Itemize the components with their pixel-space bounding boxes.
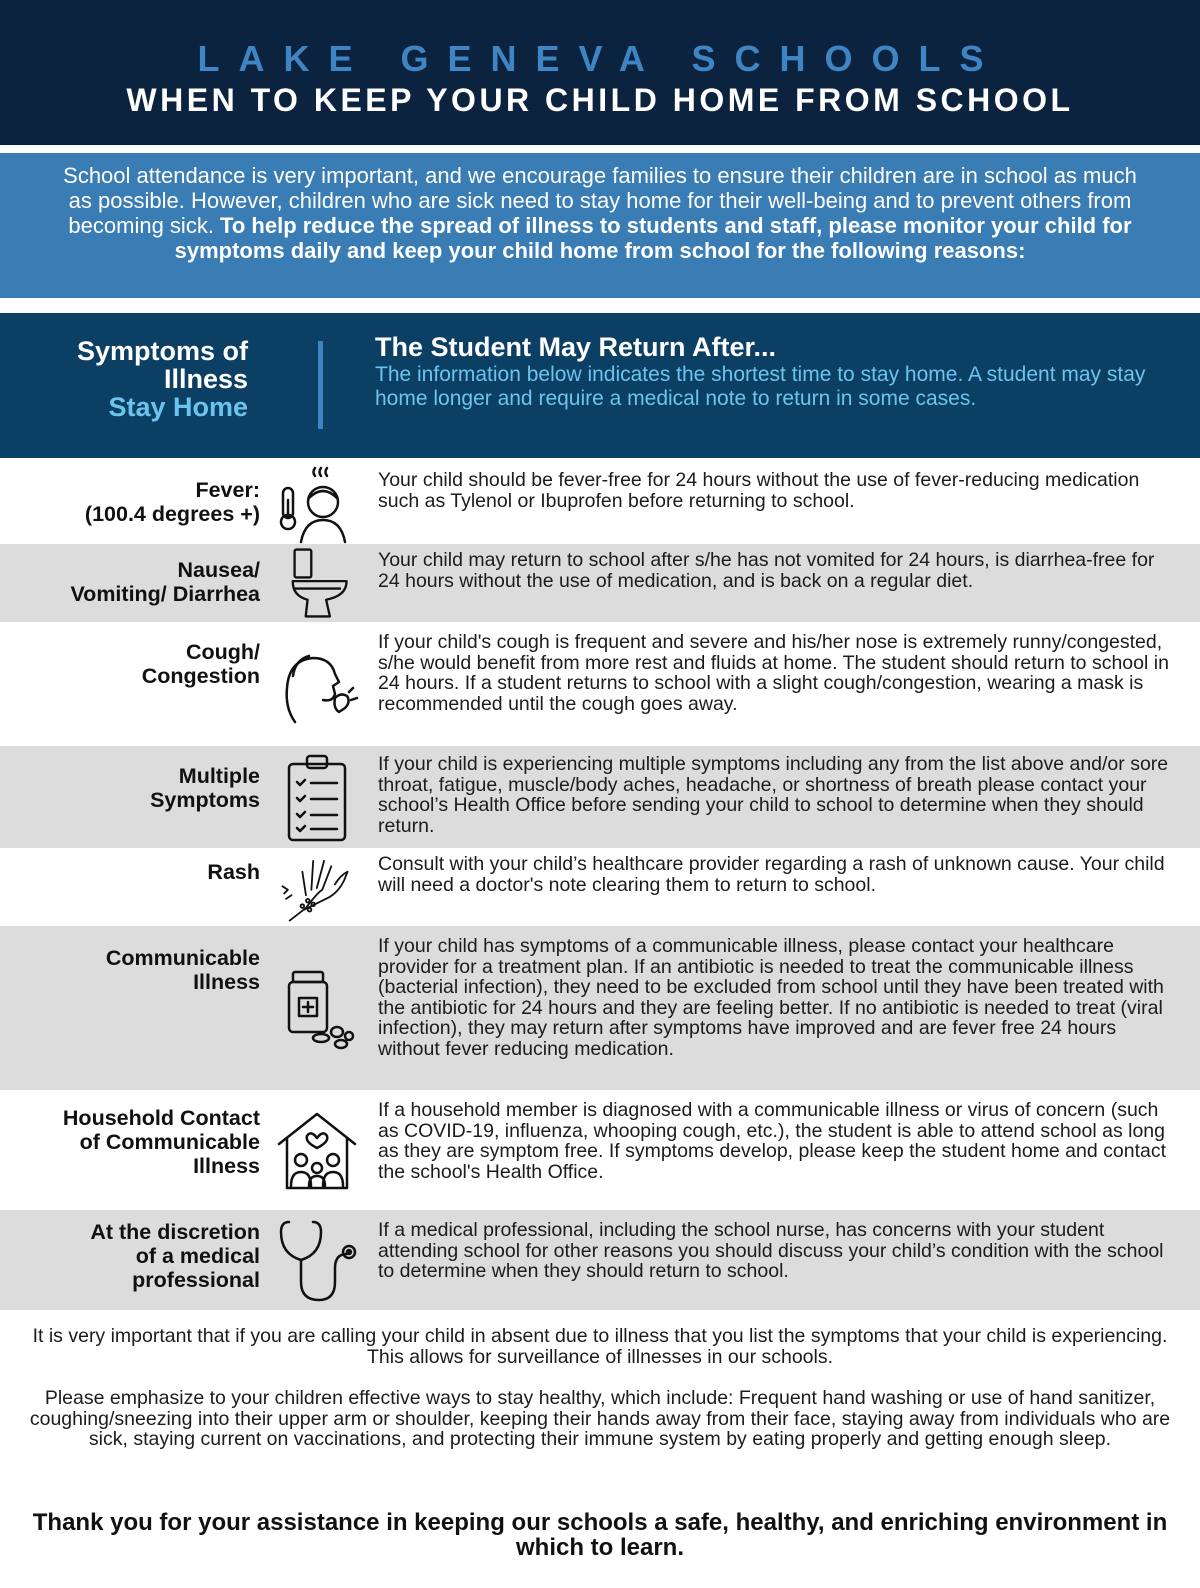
row-label-line: At the discretion	[90, 1220, 260, 1244]
table-row-fever	[0, 458, 1200, 544]
row-label-line: Illness	[193, 970, 260, 994]
thank-you-message: Thank you for your assistance in keeping our schools a safe, healthy, and enriching environment in which to learn.	[32, 1509, 1168, 1561]
row-label	[10, 946, 260, 994]
row-description: If a household member is diagnosed with a communicable illness or virus of concern (such as COVID-19, influenza, whooping cough, etc.), the student is able to attend school as long as they are symptom free. If symptoms develop, please keep the student home and contact the school's Health Office.	[378, 1099, 1167, 1183]
header-divider	[318, 341, 323, 429]
rash-hand-icon	[275, 850, 355, 926]
row-label-line: of Communicable	[79, 1130, 260, 1154]
row-label	[10, 478, 260, 526]
row-label-line: (100.4 degrees +)	[84, 502, 260, 526]
row-description: If your child's cough is frequent and severe and his/her nose is extremely runny/congested, s/he would benefit from more rest and fluids at home. The student should return to school in 24 hours. If a student returns to school with a slight cough/congestion, wearing a mask is recommended until the cough goes away.	[378, 631, 1169, 715]
symptoms-column-header	[20, 337, 248, 421]
table-row-nausea	[0, 544, 1200, 622]
row-label-line: Illness	[193, 1154, 260, 1178]
row-label-line: Rash	[207, 860, 260, 884]
row-description: If a medical professional, including the school nurse, has concerns with your student attending school for other reasons you should discuss your child’s condition with the school to determine when they should return to school.	[378, 1219, 1164, 1282]
return-heading: The Student May Return After...	[375, 332, 777, 362]
return-column-header	[375, 331, 1175, 411]
footer-paragraph-symptoms: It is very important that if you are calling your child in absent due to illness that you list the symptoms that your child is experiencing. This allows for surveillance of illnesses in our schools.	[32, 1325, 1168, 1368]
row-label	[10, 640, 260, 688]
row-label	[10, 1106, 260, 1178]
cough-icon	[275, 642, 359, 726]
row-label-line: Congestion	[141, 664, 260, 688]
stay-home-heading: Stay Home	[108, 392, 248, 422]
row-label	[10, 1220, 260, 1292]
table-row-household-contact	[0, 1090, 1200, 1210]
row-description: Consult with your child’s healthcare provider regarding a rash of unknown cause. Your child will need a doctor's note clearing them to return to school.	[378, 853, 1165, 896]
page-header	[0, 0, 1200, 145]
row-label-line: of a medical	[135, 1244, 260, 1268]
row-label-line: professional	[132, 1268, 260, 1292]
family-house-icon	[275, 1108, 359, 1192]
row-label	[10, 860, 260, 884]
row-label	[10, 764, 260, 812]
intro-text: School attendance is very important, and we encourage families to ensure their children are in school as much as possible. However, children who are sick need to stay home for their well-being and to prevent others from becoming sick.	[63, 163, 1137, 238]
row-label-line: Symptoms	[150, 788, 260, 812]
intro-bold-text: To help reduce the spread of illness to students and staff, please monitor your child for symptoms daily and keep your child home from school for the following reasons:	[174, 213, 1132, 263]
school-name: LAKE GENEVA SCHOOLS	[197, 38, 1003, 79]
intro-banner	[0, 153, 1200, 298]
table-row-medical-discretion	[0, 1210, 1200, 1310]
clipboard-icon	[275, 752, 359, 844]
toilet-icon	[275, 544, 355, 622]
row-description: Your child may return to school after s/he has not vomited for 24 hours, is diarrhea-free for 24 hours without the use of medication, and is back on a regular diet.	[378, 549, 1155, 592]
table-row-rash	[0, 848, 1200, 926]
symptoms-heading-line1: Symptoms of	[76, 336, 248, 366]
row-label-line: Household Contact	[62, 1106, 260, 1130]
table-header	[0, 313, 1200, 458]
table-row-cough	[0, 622, 1200, 746]
fever-icon	[275, 460, 359, 544]
row-label-line: Nausea/	[177, 558, 260, 582]
row-label	[10, 558, 260, 606]
return-subheading: The information below indicates the shortest time to stay home. A student may stay home longer and require a medical note to return in some cases.	[375, 363, 1146, 410]
table-row-multiple-symptoms	[0, 746, 1200, 848]
row-label-line: Multiple	[178, 764, 260, 788]
stethoscope-icon	[275, 1216, 359, 1306]
row-label-line: Vomiting/ Diarrhea	[70, 582, 260, 606]
row-description: If your child is experiencing multiple symptoms including any from the list above and/or sore throat, fatigue, muscle/body aches, headache, or shortness of breath please contact your school’s Health Office before sending your child to school to determine when they should return.	[378, 753, 1169, 837]
footer-paragraph-healthy-habits: Please emphasize to your children effective ways to stay healthy, which include: Frequent hand washing or use of hand sanitizer, coughing/sneezing into their upper arm or shoulder, keeping their hands away from their face, staying away from individuals who are sick, staying current on vaccinations, and protecting their immune system by eating properly and getting enough sleep.	[29, 1387, 1171, 1450]
symptoms-heading-line2: Illness	[163, 364, 248, 394]
page-title: WHEN TO KEEP YOUR CHILD HOME FROM SCHOOL	[126, 82, 1074, 118]
table-row-communicable-illness	[0, 926, 1200, 1090]
row-label-line: Fever:	[195, 478, 260, 502]
row-description: Your child should be fever-free for 24 hours without the use of fever-reducing medication such as Tylenol or Ibuprofen before returning to school.	[378, 469, 1140, 512]
row-description: If your child has symptoms of a communicable illness, please contact your healthcare provider for a treatment plan. If an antibiotic is needed to treat the communicable illness (bacterial infection), they need to be excluded from school until they have been treated with the antibiotic for 24 hours and they are feeling better. If no antibiotic is needed to treat (viral infection), they may return after symptoms have improved and are fever free 24 hours without fever reducing medication.	[378, 935, 1164, 1060]
medicine-bottle-icon	[275, 966, 359, 1050]
row-label-line: Cough/	[185, 640, 260, 664]
row-label-line: Communicable	[105, 946, 260, 970]
